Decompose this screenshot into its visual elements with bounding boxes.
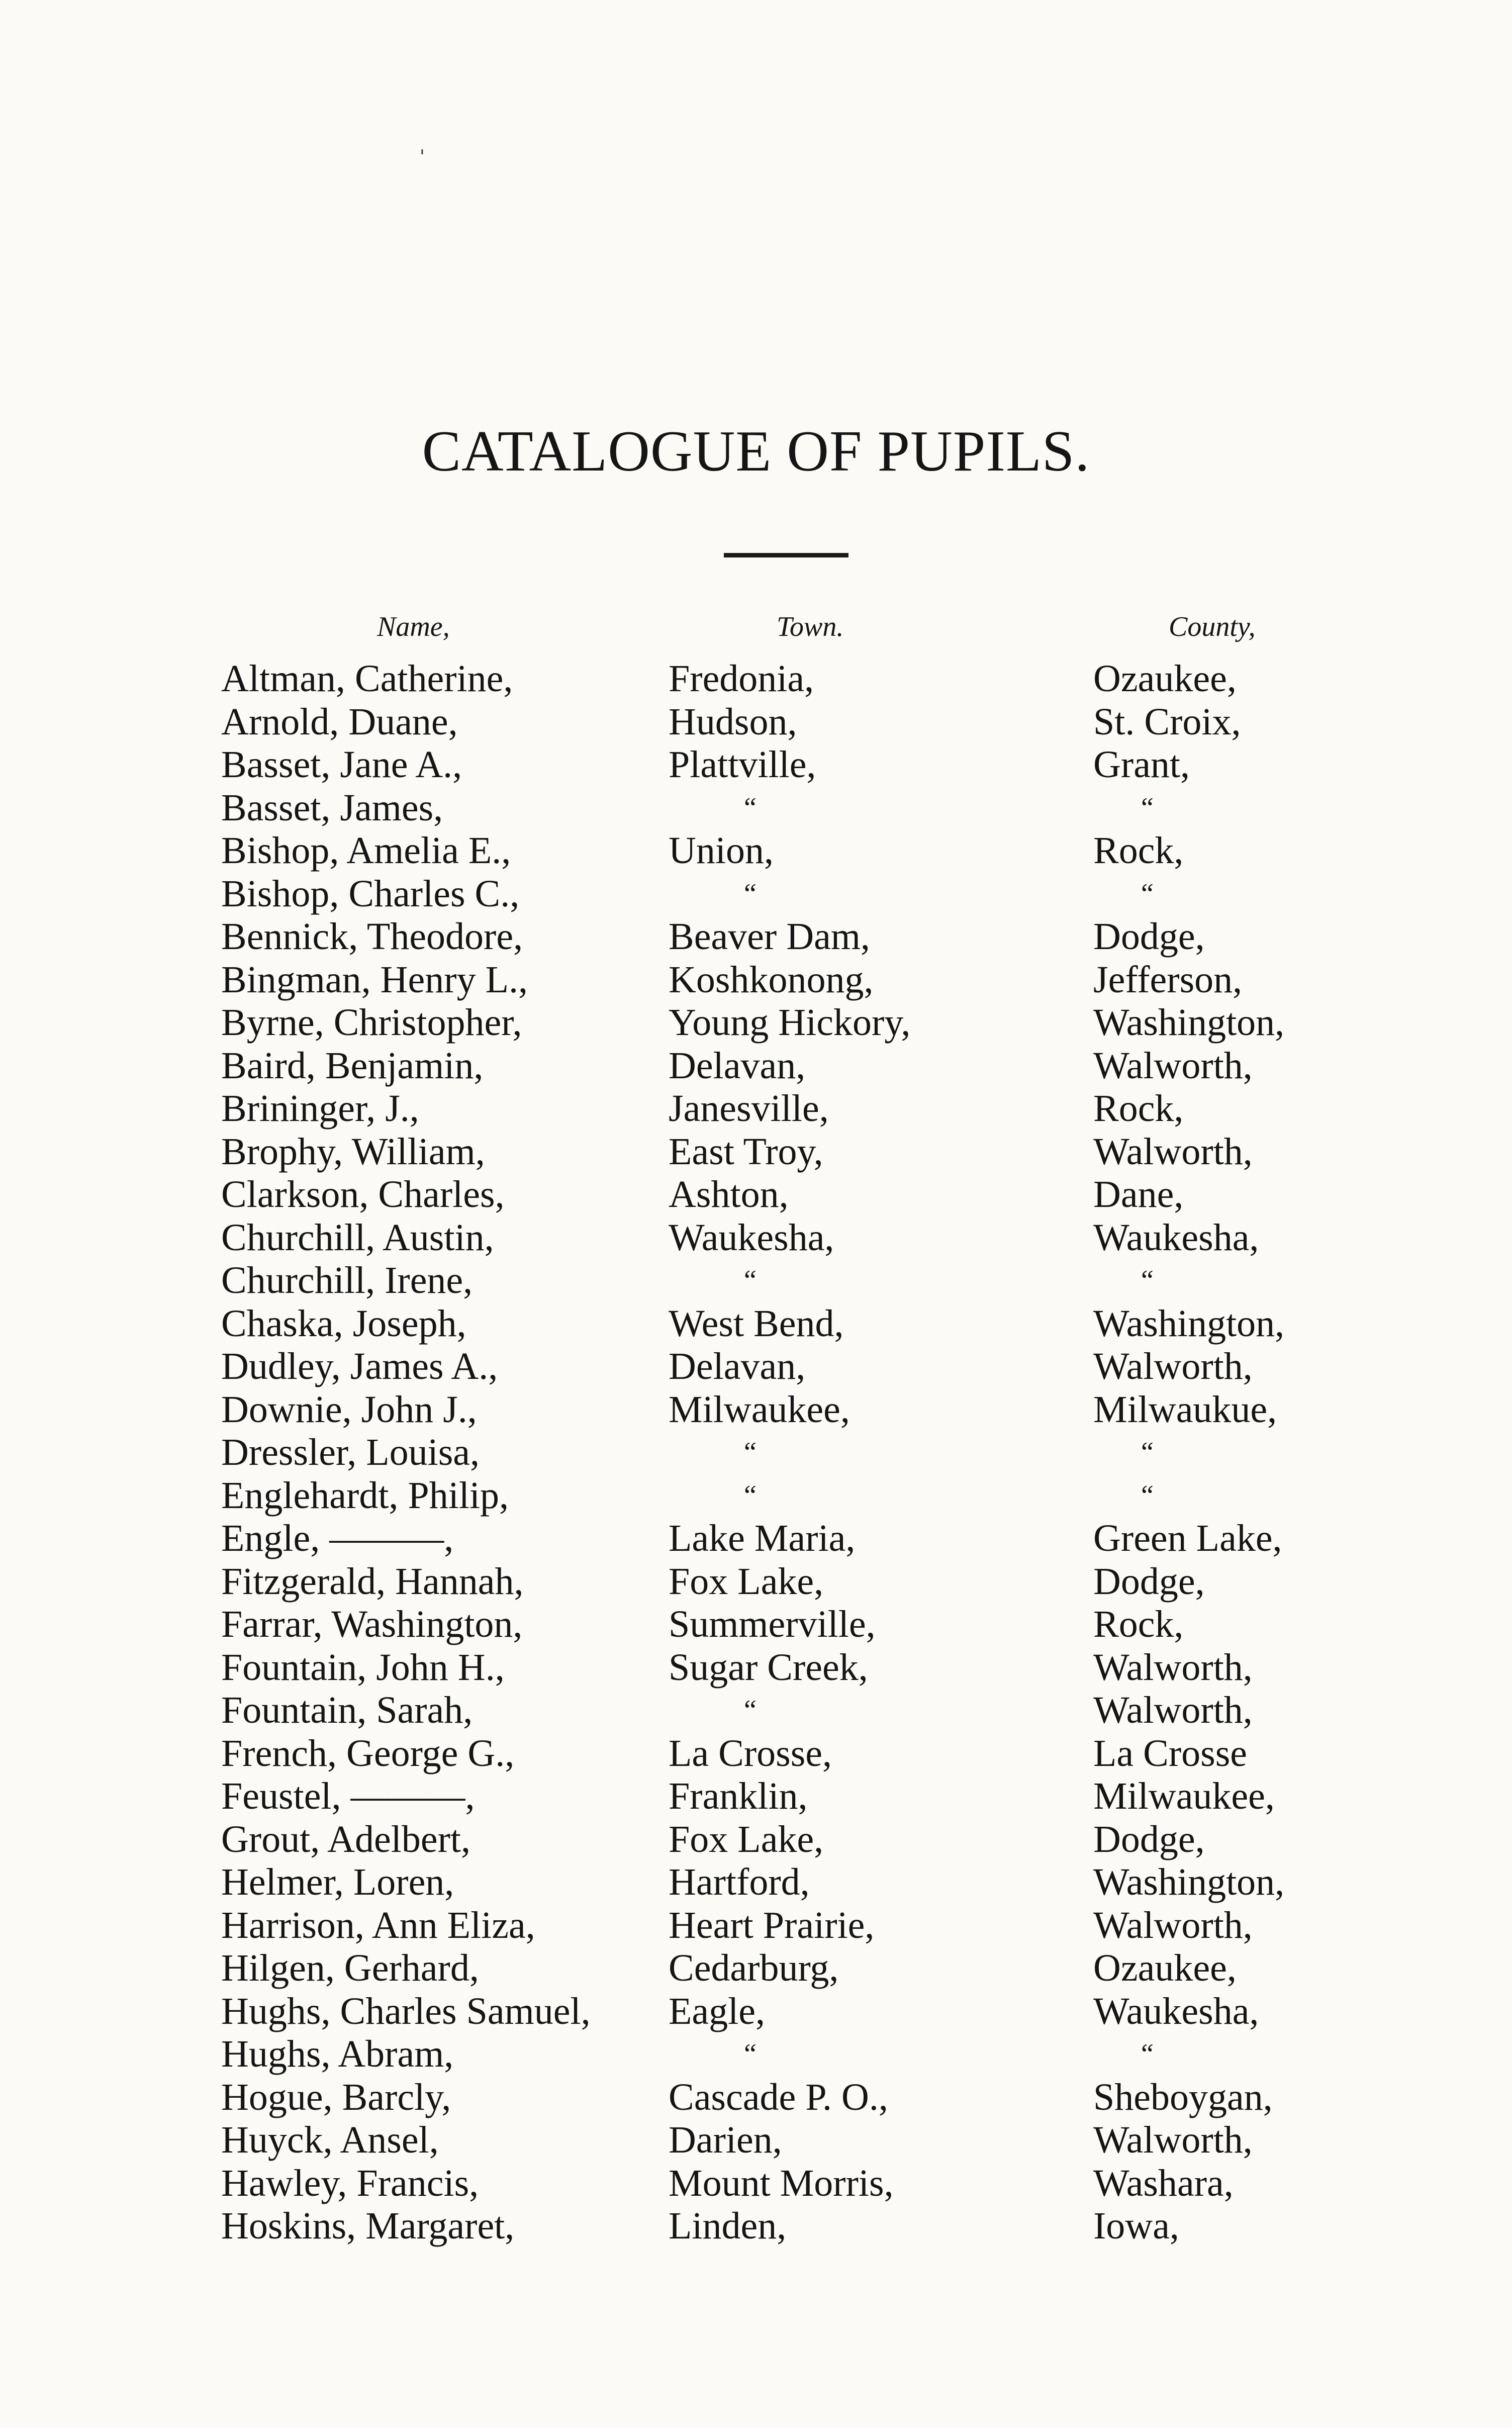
pupil-name: Bishop, Amelia E., — [221, 829, 511, 872]
pupil-name: Feustel, ———, — [221, 1775, 475, 1817]
column-header-town: Town. — [777, 611, 844, 642]
pupil-town: West Bend, — [669, 1302, 844, 1345]
column-headers — [0, 611, 1512, 646]
pupil-town: Koshkonong, — [669, 958, 874, 1001]
pupil-county: Walworth, — [1093, 1044, 1253, 1087]
pupil-town: “ — [744, 792, 757, 823]
pupil-name: Engle, ———, — [221, 1517, 454, 1559]
pupil-row — [0, 1775, 1512, 1818]
pupil-county: “ — [1141, 1265, 1154, 1296]
pupil-town: Hartford, — [669, 1861, 810, 1903]
pupil-county: Dodge, — [1093, 1560, 1205, 1603]
pupil-name: Hughs, Charles Samuel, — [221, 1990, 591, 2032]
pupil-row — [0, 1560, 1512, 1604]
pupil-row — [0, 1990, 1512, 2033]
pupil-name: Hilgen, Gerhard, — [221, 1947, 479, 1989]
pupil-town: “ — [744, 1695, 757, 1726]
pupil-town: East Troy, — [669, 1130, 823, 1173]
pupil-county: Waukesha, — [1093, 1216, 1259, 1259]
pupil-town: Eagle, — [669, 1990, 766, 2032]
pupil-row — [0, 2205, 1512, 2248]
pupil-town: Cascade P. O., — [669, 2076, 888, 2118]
pupil-town: Hudson, — [669, 700, 797, 743]
pupil-row — [0, 1302, 1512, 1346]
pupil-name: Farrar, Washington, — [221, 1603, 523, 1645]
pupil-town: Fox Lake, — [669, 1818, 824, 1860]
pupil-name: Fountain, Sarah, — [221, 1689, 473, 1731]
pupil-county: Washington, — [1093, 1302, 1285, 1345]
pupil-town: Delavan, — [669, 1345, 806, 1387]
pupil-name: Churchill, Irene, — [221, 1259, 473, 1301]
pupil-name: Altman, Catherine, — [221, 658, 513, 700]
pupil-row — [0, 1259, 1512, 1302]
pupil-town: Young Hickory, — [669, 1001, 911, 1044]
pupil-county: Waukesha, — [1093, 1990, 1259, 2032]
pupil-row — [0, 1904, 1512, 1947]
pupil-town: Cedarburg, — [669, 1947, 839, 1989]
pupil-county: Rock, — [1093, 829, 1184, 872]
pupil-county: Ozaukee, — [1093, 1947, 1237, 1989]
column-header-name: Name, — [377, 611, 450, 642]
pupil-name: Grout, Adelbert, — [221, 1818, 471, 1860]
pupil-name: Baird, Benjamin, — [221, 1044, 484, 1087]
pupil-town: La Crosse, — [669, 1732, 832, 1775]
pupil-name: Byrne, Christopher, — [221, 1001, 522, 1044]
pupil-county: Dodge, — [1093, 1818, 1205, 1860]
pupil-row — [0, 1689, 1512, 1732]
pupil-row — [0, 873, 1512, 916]
pupil-row — [0, 1001, 1512, 1045]
pupil-name: Englehardt, Philip, — [221, 1474, 509, 1517]
pupil-name: Brophy, William, — [221, 1130, 485, 1173]
pupil-row — [0, 915, 1512, 959]
pupil-name: Fountain, John H., — [221, 1646, 505, 1689]
pupil-county: Walworth, — [1093, 1689, 1253, 1731]
pupil-county: St. Croix, — [1093, 700, 1241, 743]
pupil-town: Delavan, — [669, 1044, 806, 1087]
pupil-county: Green Lake, — [1093, 1517, 1282, 1559]
pupil-town: Union, — [669, 829, 774, 872]
pupil-name: Helmer, Loren, — [221, 1861, 454, 1903]
pupil-name: Bennick, Theodore, — [221, 915, 523, 958]
pupil-county: Rock, — [1093, 1087, 1184, 1130]
pupil-county: “ — [1141, 2038, 1154, 2070]
pupil-row — [0, 829, 1512, 873]
pupil-town: “ — [744, 1437, 757, 1468]
pupil-name: Arnold, Duane, — [221, 700, 458, 743]
pupil-county: Milwaukee, — [1093, 1775, 1275, 1817]
pupil-name: Huyck, Ansel, — [221, 2119, 439, 2161]
pupil-name: Basset, Jane A., — [221, 743, 462, 786]
pupil-row — [0, 1646, 1512, 1690]
pupil-town: Franklin, — [669, 1775, 808, 1817]
pupil-row — [0, 1388, 1512, 1432]
pupil-county: “ — [1141, 878, 1154, 909]
pupil-town: Plattville, — [669, 743, 816, 786]
pupil-county: Walworth, — [1093, 1345, 1253, 1387]
pupil-county: Washington, — [1093, 1001, 1285, 1044]
pupil-row — [0, 1474, 1512, 1518]
pupil-name: Clarkson, Charles, — [221, 1173, 505, 1216]
pupil-name: Chaska, Joseph, — [221, 1302, 466, 1345]
pupil-town: “ — [744, 1479, 757, 1511]
pupil-county: Milwaukue, — [1093, 1388, 1277, 1431]
pupil-name: Hughs, Abram, — [221, 2033, 454, 2075]
pupil-town: Sugar Creek, — [669, 1646, 868, 1689]
pupil-list — [0, 658, 1512, 2248]
pupil-county: Walworth, — [1093, 2119, 1253, 2161]
pupil-row — [0, 743, 1512, 787]
pupil-row — [0, 701, 1512, 744]
pupil-row — [0, 1045, 1512, 1088]
pupil-row — [0, 2119, 1512, 2162]
pupil-row — [0, 2162, 1512, 2205]
pupil-name: Fitzgerald, Hannah, — [221, 1560, 524, 1603]
pupil-town: Darien, — [669, 2119, 782, 2161]
pupil-name: Churchill, Austin, — [221, 1216, 494, 1259]
pupil-county: Rock, — [1093, 1603, 1184, 1645]
pupil-name: Harrison, Ann Eliza, — [221, 1904, 535, 1946]
pupil-town: Milwaukee, — [669, 1388, 850, 1431]
pupil-county: Walworth, — [1093, 1904, 1253, 1946]
pupil-row — [0, 1947, 1512, 1990]
pupil-town: “ — [744, 1265, 757, 1296]
pupil-county: Iowa, — [1093, 2205, 1179, 2247]
pupil-county: Grant, — [1093, 743, 1190, 786]
pupil-town: “ — [744, 878, 757, 909]
pupil-row — [0, 1818, 1512, 1861]
pupil-name: Hawley, Francis, — [221, 2162, 479, 2204]
pupil-row — [0, 2033, 1512, 2076]
pupil-name: Dressler, Louisa, — [221, 1431, 480, 1473]
pupil-town: Janesville, — [669, 1087, 829, 1130]
pupil-town: Mount Morris, — [669, 2162, 894, 2204]
page-mark: ' — [420, 147, 425, 167]
pupil-row — [0, 1173, 1512, 1217]
pupil-name: French, George G., — [221, 1732, 515, 1775]
pupil-county: Ozaukee, — [1093, 658, 1237, 700]
pupil-name: Hoskins, Margaret, — [221, 2205, 515, 2247]
pupil-row — [0, 787, 1512, 830]
pupil-row — [0, 1732, 1512, 1776]
pupil-county: Sheboygan, — [1093, 2076, 1273, 2118]
pupil-row — [0, 1217, 1512, 1260]
pupil-town: Summerville, — [669, 1603, 876, 1645]
pupil-town: Waukesha, — [669, 1216, 834, 1259]
pupil-county: “ — [1141, 1437, 1154, 1468]
pupil-town: Linden, — [669, 2205, 787, 2247]
column-header-county: County, — [1169, 611, 1256, 642]
pupil-town: Beaver Dam, — [669, 915, 870, 958]
pupil-town: Heart Prairie, — [669, 1904, 875, 1946]
pupil-name: Basset, James, — [221, 786, 443, 829]
pupil-county: La Crosse — [1093, 1732, 1248, 1775]
pupil-county: Washara, — [1093, 2162, 1234, 2204]
pupil-county: “ — [1141, 792, 1154, 823]
pupil-row — [0, 1517, 1512, 1560]
pupil-row — [0, 658, 1512, 701]
pupil-town: Fox Lake, — [669, 1560, 824, 1603]
pupil-row — [0, 959, 1512, 1002]
pupil-town: “ — [744, 2038, 757, 2070]
pupil-county: “ — [1141, 1479, 1154, 1511]
pupil-county: Walworth, — [1093, 1130, 1253, 1173]
pupil-row — [0, 1345, 1512, 1388]
pupil-name: Bishop, Charles C., — [221, 872, 520, 915]
pupil-town: Lake Maria, — [669, 1517, 856, 1559]
page-title: CATALOGUE OF PUPILS. — [422, 419, 1090, 484]
pupil-county: Dodge, — [1093, 915, 1205, 958]
pupil-name: Hogue, Barcly, — [221, 2076, 451, 2118]
pupil-county: Jefferson, — [1093, 958, 1243, 1001]
pupil-name: Bingman, Henry L., — [221, 958, 528, 1001]
pupil-row — [0, 1431, 1512, 1474]
pupil-name: Brininger, J., — [221, 1087, 419, 1130]
pupil-row — [0, 1131, 1512, 1174]
pupil-row — [0, 1861, 1512, 1904]
pupil-county: Walworth, — [1093, 1646, 1253, 1689]
pupil-name: Downie, John J., — [221, 1388, 477, 1431]
pupil-town: Fredonia, — [669, 658, 814, 700]
pupil-row — [0, 2076, 1512, 2119]
pupil-town: Ashton, — [669, 1173, 789, 1216]
pupil-county: Washington, — [1093, 1861, 1285, 1903]
pupil-row — [0, 1603, 1512, 1646]
pupil-name: Dudley, James A., — [221, 1345, 498, 1387]
pupil-county: Dane, — [1093, 1173, 1184, 1216]
title-rule — [724, 553, 848, 557]
pupil-row — [0, 1087, 1512, 1131]
